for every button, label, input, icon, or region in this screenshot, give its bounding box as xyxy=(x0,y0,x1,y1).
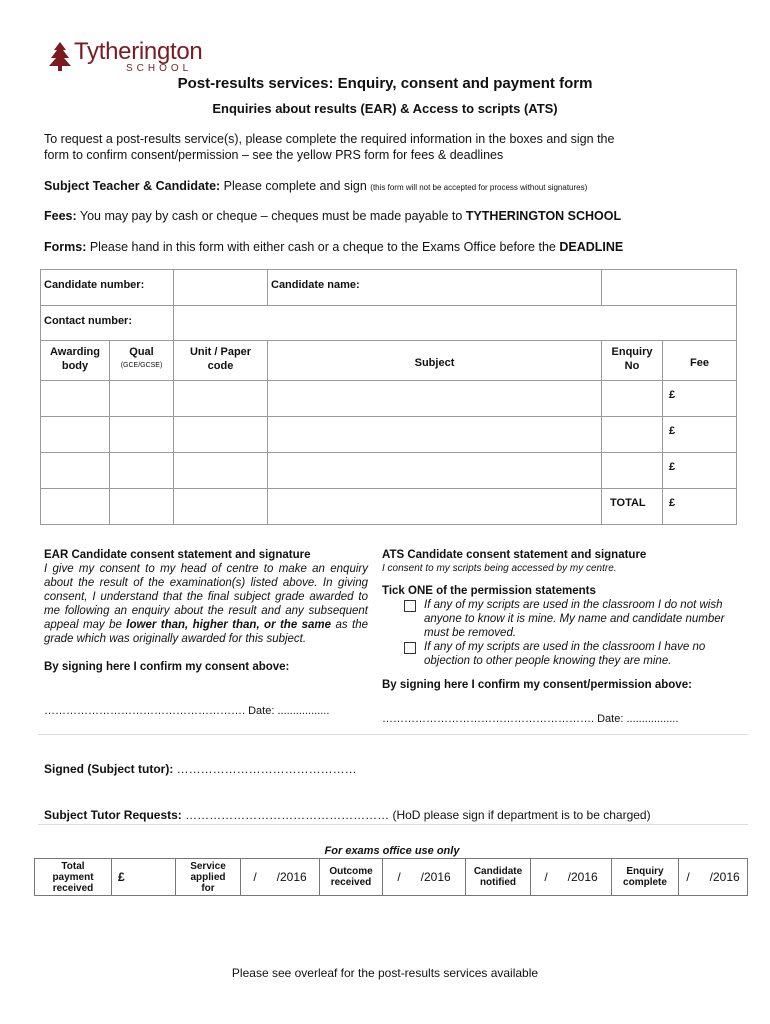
enquiry-header-line1: Enquiry xyxy=(611,346,653,358)
forms-text: Please hand in this form with either cash or a cheque to the Exams Office before the xyxy=(86,240,560,254)
intro-text xyxy=(44,131,614,163)
ear-consent-section xyxy=(44,548,368,718)
enquiry-cell[interactable] xyxy=(602,417,663,453)
enquiry-table xyxy=(40,269,737,525)
unit-cell[interactable] xyxy=(174,489,268,525)
ats-option-2-text: If any of my scripts are used in the classroom I have no objection to other people knowing they are mine. xyxy=(424,641,706,667)
ear-sign-text: By signing here I confirm my consent above: xyxy=(44,661,290,673)
signed-tutor-label: Signed (Subject tutor): xyxy=(44,762,174,776)
tutor-requests-line[interactable] xyxy=(44,807,651,823)
office-use-table xyxy=(34,858,748,896)
candidate-number-field[interactable] xyxy=(174,270,268,306)
awarding-header-line1: Awarding xyxy=(50,346,100,358)
awarding-body-cell[interactable] xyxy=(41,453,110,489)
fees-line xyxy=(44,208,621,224)
logo-sub: SCHOOL xyxy=(126,63,193,74)
unit-cell[interactable] xyxy=(174,453,268,489)
contact-number-field[interactable] xyxy=(174,306,737,341)
total-label: TOTAL xyxy=(602,489,663,525)
divider xyxy=(38,734,748,735)
ats-option-1[interactable] xyxy=(382,598,727,640)
ats-consent-section xyxy=(382,548,727,726)
total-payment-line2: payment xyxy=(52,871,94,883)
fees-payee: TYTHERINGTON SCHOOL xyxy=(465,209,622,223)
outcome-line1: Outcome xyxy=(329,866,373,877)
enquiry-complete-line2: complete xyxy=(623,877,667,888)
ats-signature-line[interactable]: …………………………………………………. Date: ................. xyxy=(382,713,679,725)
forms-line xyxy=(44,239,623,255)
ats-sign-text: By signing here I confirm my consent/permission above: xyxy=(382,679,692,691)
total-payment-field[interactable]: £ xyxy=(112,859,176,896)
office-use-caption: For exams office use only xyxy=(324,845,460,857)
total-payment-line1: Total xyxy=(61,860,85,872)
ats-sub: I consent to my scripts being accessed by my centre. xyxy=(382,563,617,574)
service-applied-line1: Service xyxy=(190,860,226,872)
school-logo xyxy=(46,38,246,74)
ats-option-1-text: If any of my scripts are used in the classroom I do not wish anyone to know it is mine. My name and candidate number must be removed. xyxy=(424,599,725,639)
enquiry-cell[interactable] xyxy=(602,453,663,489)
awarding-body-cell[interactable] xyxy=(41,417,110,453)
total-payment-line3: received xyxy=(52,882,94,894)
qual-header-line2: (GCE/GCSE) xyxy=(120,362,163,369)
ats-title: ATS Candidate consent statement and signature xyxy=(382,549,647,561)
enquiry-cell[interactable] xyxy=(602,381,663,417)
unit-header-line2: code xyxy=(207,360,234,372)
fees-label: Fees: xyxy=(44,209,77,223)
page-title: Post-results services: Enquiry, consent and payment form xyxy=(177,75,593,92)
total-payment-label xyxy=(35,859,112,896)
subject-cell[interactable] xyxy=(268,453,602,489)
ats-tick-heading: Tick ONE of the permission statements xyxy=(382,585,596,597)
logo-name: Tytherington xyxy=(74,38,203,65)
candidate-notified-line2: notified xyxy=(479,877,517,888)
intro-line-1: To request a post-results service(s), please complete the required information in the boxes and sign the xyxy=(44,132,615,146)
enquiry-no-header xyxy=(602,341,663,381)
candidate-notified-line1: Candidate xyxy=(473,866,523,877)
qual-cell[interactable] xyxy=(110,489,174,525)
outcome-received-label xyxy=(320,859,383,896)
service-applied-label xyxy=(176,859,241,896)
subject-cell[interactable] xyxy=(268,489,602,525)
subject-cell[interactable] xyxy=(268,381,602,417)
outcome-date-field[interactable]: / /2016 xyxy=(383,859,466,896)
fee-cell[interactable]: £ xyxy=(663,453,737,489)
unit-header-line1: Unit / Paper xyxy=(189,346,252,358)
tutor-requests-dots: …………………………………………… (HoD please sign if department is to be charged) xyxy=(181,808,651,822)
awarding-body-cell[interactable] xyxy=(41,489,110,525)
fee-cell[interactable]: £ xyxy=(663,381,737,417)
unit-cell[interactable] xyxy=(174,381,268,417)
table-row xyxy=(41,417,737,453)
ear-title: EAR Candidate consent statement and signature xyxy=(44,549,311,561)
ear-body-part1: I give my consent to my head of centre to make an enquiry about the result of the examination(s) listed above. In giving consent, I understand that the final subject grade awarded to me following an enquiry about the result and any subsequent appeal may be xyxy=(44,563,368,631)
tree-logo-icon xyxy=(46,40,74,72)
divider xyxy=(38,824,748,825)
page-subtitle: Enquiries about results (EAR) & Access to scripts (ATS) xyxy=(212,101,558,116)
enquiry-header-line2: No xyxy=(624,360,640,372)
signed-tutor-dots: ……………………………………… xyxy=(173,762,357,776)
forms-label: Forms: xyxy=(44,240,87,254)
unit-paper-header xyxy=(174,341,268,381)
awarding-header-line2: body xyxy=(61,360,89,372)
contact-number-label: Contact number: xyxy=(41,306,174,341)
awarding-body-cell[interactable] xyxy=(41,381,110,417)
qual-cell[interactable] xyxy=(110,453,174,489)
ear-body-bold: lower than, higher than, or the same xyxy=(126,619,332,631)
fee-cell[interactable]: £ xyxy=(663,417,737,453)
outcome-line2: received xyxy=(330,877,372,888)
fees-text: You may pay by cash or cheque – cheques must be made payable to xyxy=(76,209,466,223)
tutor-requests-label: Subject Tutor Requests: xyxy=(44,808,182,822)
candidate-name-label: Candidate name: xyxy=(268,270,602,306)
ear-body xyxy=(44,562,368,646)
awarding-body-header xyxy=(41,341,110,381)
candidate-number-label: Candidate number: xyxy=(41,270,174,306)
subject-teacher-note: (this form will not be accepted for process without signatures) xyxy=(370,183,588,192)
fee-header: Fee xyxy=(663,341,737,381)
service-date-field[interactable]: / /2016 xyxy=(241,859,320,896)
checkbox-icon[interactable] xyxy=(404,600,416,612)
forms-deadline: DEADLINE xyxy=(559,240,624,254)
enquiry-complete-label xyxy=(612,859,679,896)
table-row xyxy=(41,381,737,417)
candidate-notified-label xyxy=(466,859,531,896)
unit-cell[interactable] xyxy=(174,417,268,453)
enquiry-complete-line1: Enquiry xyxy=(626,866,664,877)
notified-date-field[interactable]: / /2016 xyxy=(531,859,612,896)
subject-teacher-line xyxy=(44,178,587,196)
total-fee-cell[interactable]: £ xyxy=(663,489,737,525)
qual-cell[interactable] xyxy=(110,381,174,417)
candidate-name-field[interactable] xyxy=(602,270,737,306)
complete-date-field[interactable]: / /2016 xyxy=(679,859,748,896)
subject-header: Subject xyxy=(268,341,602,381)
ear-signature-line[interactable]: ………………………………………………. Date: ................. xyxy=(44,705,330,717)
ats-option-2[interactable] xyxy=(382,640,727,668)
subject-cell[interactable] xyxy=(268,417,602,453)
service-applied-line3: for xyxy=(201,882,215,894)
checkbox-icon[interactable] xyxy=(404,642,416,654)
qual-cell[interactable] xyxy=(110,417,174,453)
subject-teacher-label: Subject Teacher & Candidate: xyxy=(44,179,221,193)
table-row-total xyxy=(41,489,737,525)
service-applied-line2: applied xyxy=(190,871,226,883)
qual-header xyxy=(110,341,174,381)
footer-note: Please see overleaf for the post-results services available xyxy=(231,966,539,980)
ear-body-part2: as the grade which was originally awarded for this subject. xyxy=(44,619,369,645)
qual-header-line1: Qual xyxy=(129,346,154,358)
intro-line-2: form to confirm consent/permission – see the yellow PRS form for fees & deadlines xyxy=(44,148,504,162)
subject-teacher-text: Please complete and sign xyxy=(220,179,371,193)
signed-tutor-line[interactable] xyxy=(44,761,357,777)
table-row xyxy=(41,453,737,489)
